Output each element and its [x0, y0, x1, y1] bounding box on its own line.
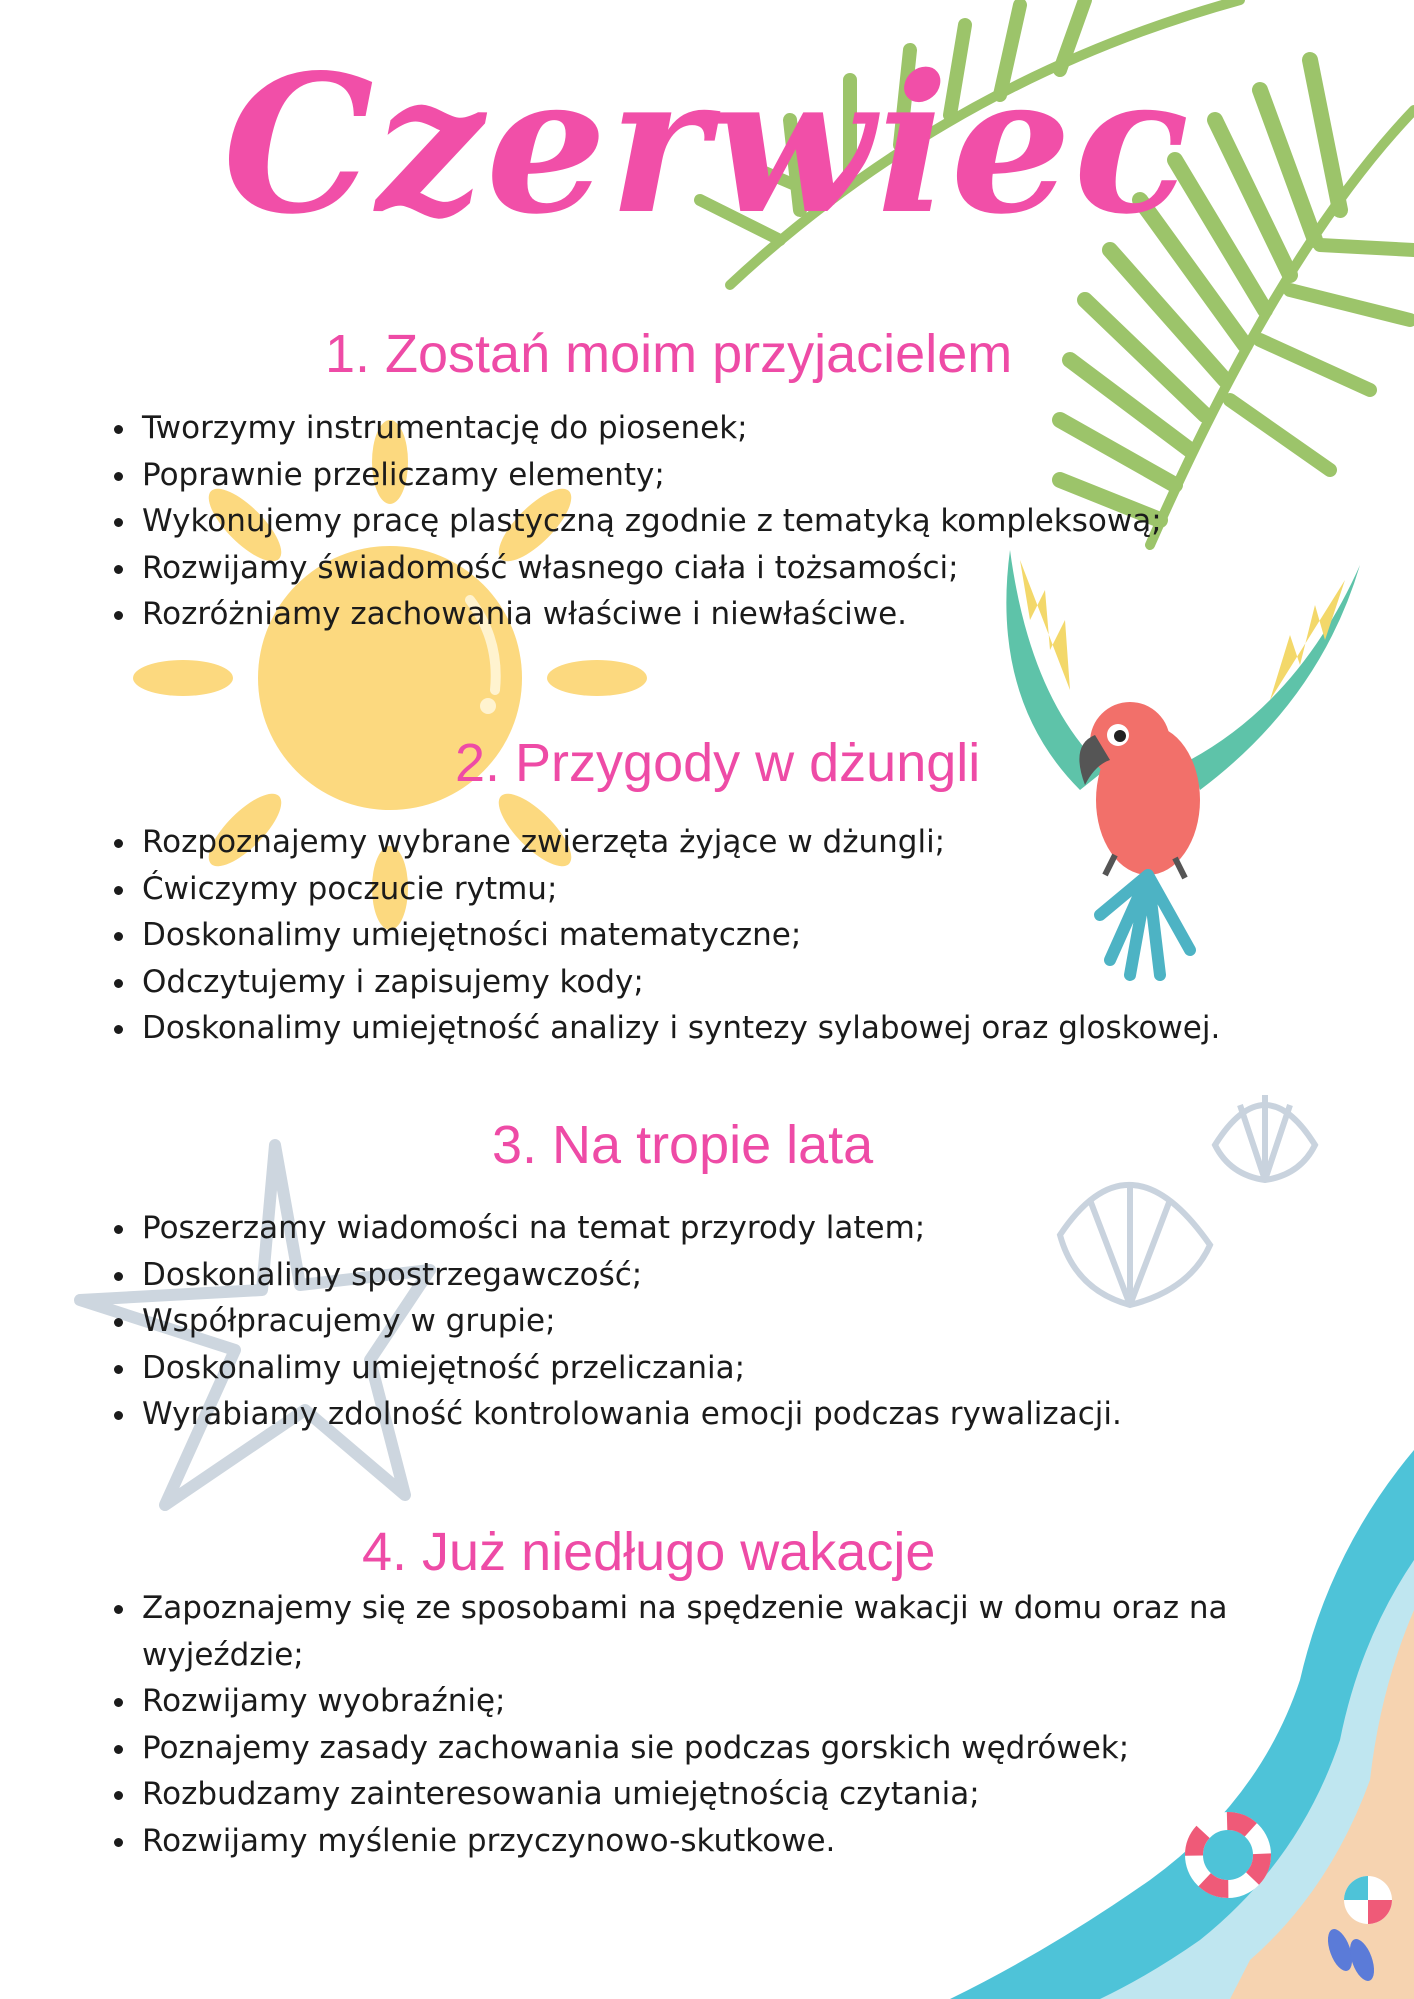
section-list-4 [108, 1585, 1238, 1864]
list-item: Doskonalimy umiejętność analizy i syntezy sylabowej oraz gloskowej. [108, 1005, 1258, 1052]
list-item: Zapoznajemy się ze sposobami na spędzenie wakacji w domu oraz na wyjeździe; [108, 1585, 1238, 1678]
list-item: Doskonalimy spostrzegawczość; [108, 1252, 1258, 1299]
section-heading-2: 2. Przygody w dżungli [455, 733, 981, 793]
list-item: Poznajemy zasady zachowania sie podczas gorskich wędrówek; [108, 1725, 1238, 1772]
list-item: Współpracujemy w grupie; [108, 1298, 1258, 1345]
list-item: Odczytujemy i zapisujemy kody; [108, 959, 1258, 1006]
list-item: Wykonujemy pracę plastyczną zgodnie z tematyką kompleksową; [108, 498, 1258, 545]
section-list-1 [108, 405, 1258, 638]
list-item: Rozwijamy świadomość własnego ciała i tożsamości; [108, 545, 1258, 592]
list-item: Doskonalimy umiejętność przeliczania; [108, 1345, 1258, 1392]
page-title: Czerwiec [222, 33, 1192, 256]
list-item: Rozpoznajemy wybrane zwierzęta żyjące w dżungli; [108, 819, 1258, 866]
section-heading-3: 3. Na tropie lata [492, 1115, 874, 1175]
list-item: Rozwijamy wyobraźnię; [108, 1678, 1238, 1725]
list-item: Rozwijamy myślenie przyczynowo-skutkowe. [108, 1818, 1238, 1865]
list-item: Wyrabiamy zdolność kontrolowania emocji podczas rywalizacji. [108, 1391, 1258, 1438]
list-item: Poprawnie przeliczamy elementy; [108, 452, 1258, 499]
list-item: Poszerzamy wiadomości na temat przyrody latem; [108, 1205, 1258, 1252]
beach-ball-icon [1344, 1876, 1392, 1924]
section-heading-4: 4. Już niedługo wakacje [362, 1522, 936, 1582]
list-item: Rozbudzamy zainteresowania umiejętnością czytania; [108, 1771, 1238, 1818]
section-heading-1: 1. Zostań moim przyjacielem [325, 324, 1013, 384]
list-item: Rozróżniamy zachowania właściwe i niewłaściwe. [108, 591, 1258, 638]
list-item: Doskonalimy umiejętności matematyczne; [108, 912, 1258, 959]
section-list-3 [108, 1205, 1258, 1438]
list-item: Tworzymy instrumentację do piosenek; [108, 405, 1258, 452]
section-list-2 [108, 819, 1258, 1052]
list-item: Ćwiczymy poczucie rytmu; [108, 866, 1258, 913]
